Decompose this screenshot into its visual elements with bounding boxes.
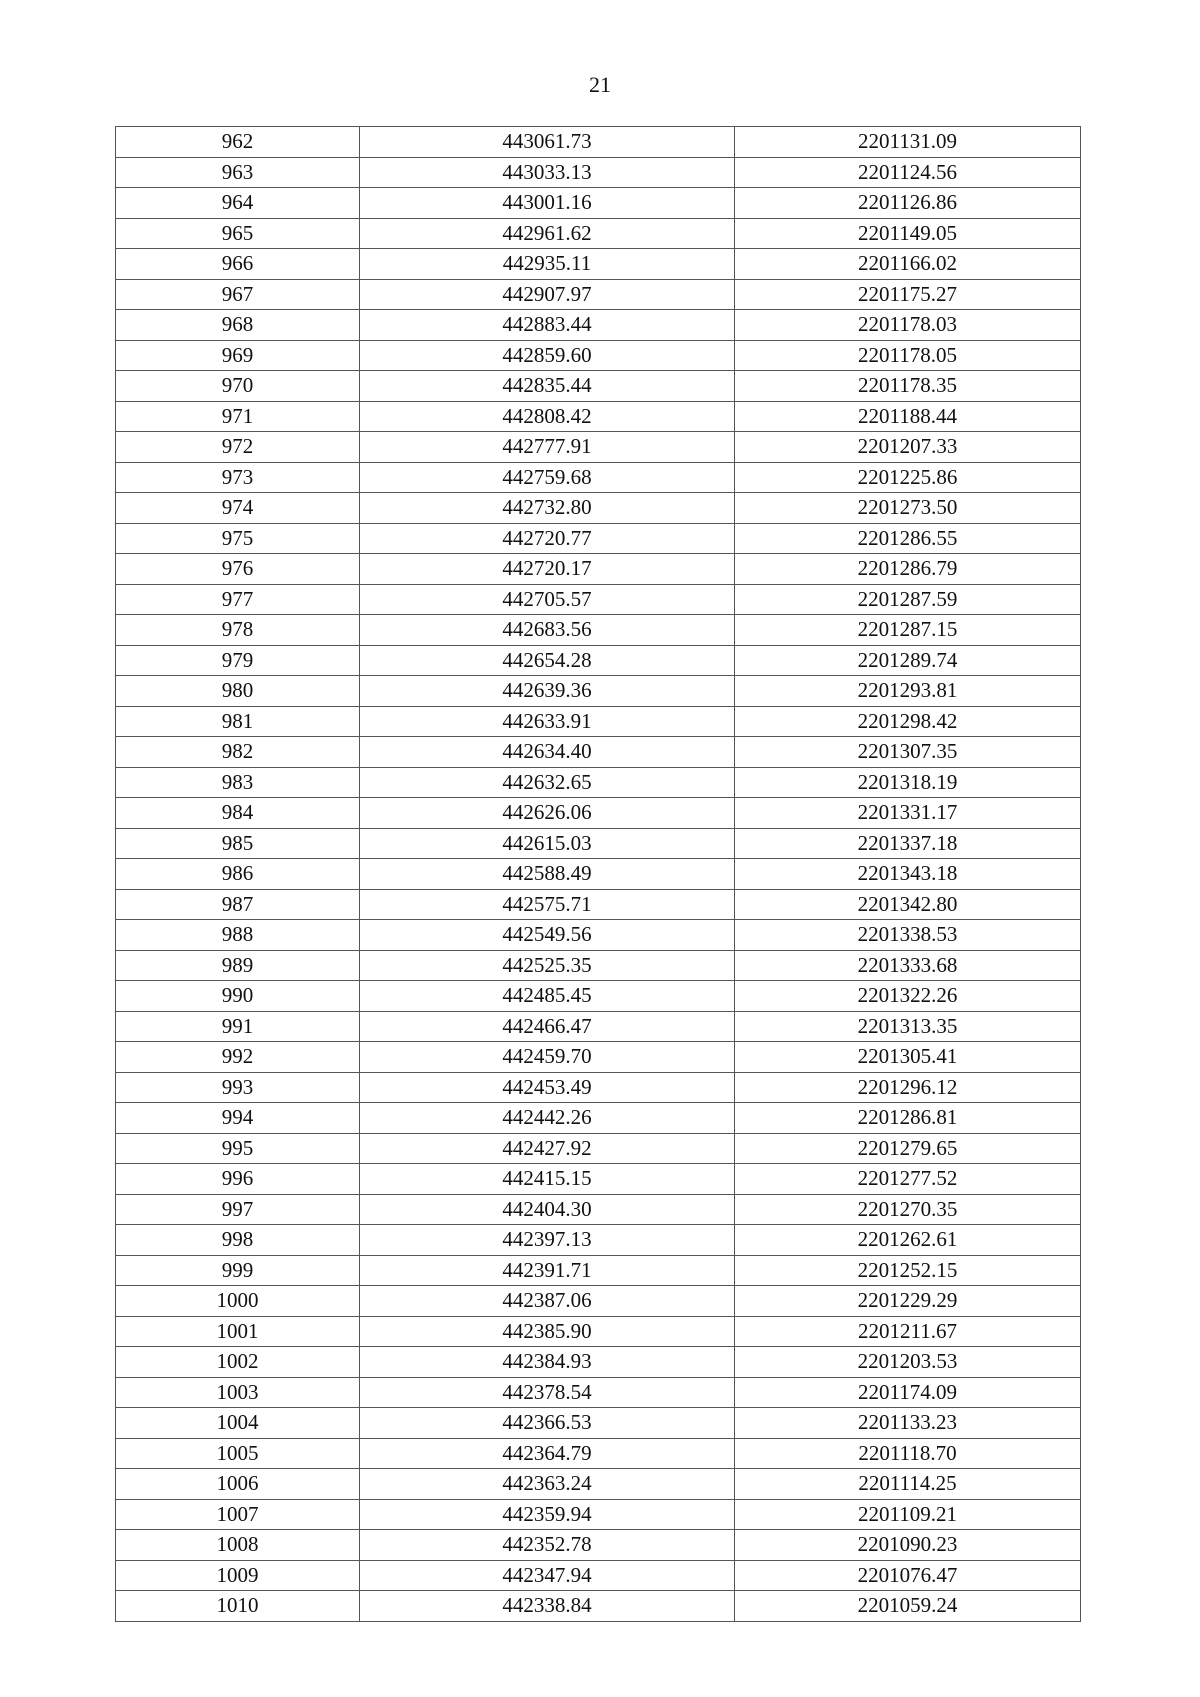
y-coordinate-cell: 2201114.25 <box>735 1469 1081 1500</box>
y-coordinate-cell: 2201286.81 <box>735 1103 1081 1134</box>
x-coordinate-cell: 442859.60 <box>360 340 735 371</box>
table-row <box>116 889 1081 920</box>
x-coordinate-cell: 442391.71 <box>360 1255 735 1286</box>
point-number-cell: 1006 <box>116 1469 360 1500</box>
y-coordinate-cell: 2201342.80 <box>735 889 1081 920</box>
point-number-cell: 992 <box>116 1042 360 1073</box>
point-number-cell: 989 <box>116 950 360 981</box>
x-coordinate-cell: 442466.47 <box>360 1011 735 1042</box>
y-coordinate-cell: 2201166.02 <box>735 249 1081 280</box>
point-number-cell: 978 <box>116 615 360 646</box>
point-number-cell: 1001 <box>116 1316 360 1347</box>
table-row <box>116 401 1081 432</box>
x-coordinate-cell: 442759.68 <box>360 462 735 493</box>
table-row <box>116 1560 1081 1591</box>
table-row <box>116 584 1081 615</box>
table-row <box>116 1530 1081 1561</box>
table-row <box>116 188 1081 219</box>
point-number-cell: 1003 <box>116 1377 360 1408</box>
point-number-cell: 995 <box>116 1133 360 1164</box>
table-row <box>116 645 1081 676</box>
y-coordinate-cell: 2201124.56 <box>735 157 1081 188</box>
y-coordinate-cell: 2201118.70 <box>735 1438 1081 1469</box>
y-coordinate-cell: 2201333.68 <box>735 950 1081 981</box>
y-coordinate-cell: 2201298.42 <box>735 706 1081 737</box>
y-coordinate-cell: 2201109.21 <box>735 1499 1081 1530</box>
point-number-cell: 988 <box>116 920 360 951</box>
x-coordinate-cell: 443033.13 <box>360 157 735 188</box>
point-number-cell: 962 <box>116 127 360 158</box>
point-number-cell: 982 <box>116 737 360 768</box>
table-row <box>116 554 1081 585</box>
y-coordinate-cell: 2201188.44 <box>735 401 1081 432</box>
point-number-cell: 984 <box>116 798 360 829</box>
x-coordinate-cell: 442705.57 <box>360 584 735 615</box>
y-coordinate-cell: 2201229.29 <box>735 1286 1081 1317</box>
y-coordinate-cell: 2201286.79 <box>735 554 1081 585</box>
table-row <box>116 310 1081 341</box>
x-coordinate-cell: 442347.94 <box>360 1560 735 1591</box>
x-coordinate-cell: 442588.49 <box>360 859 735 890</box>
point-number-cell: 998 <box>116 1225 360 1256</box>
x-coordinate-cell: 442720.17 <box>360 554 735 585</box>
y-coordinate-cell: 2201296.12 <box>735 1072 1081 1103</box>
y-coordinate-cell: 2201273.50 <box>735 493 1081 524</box>
y-coordinate-cell: 2201211.67 <box>735 1316 1081 1347</box>
table-row <box>116 676 1081 707</box>
x-coordinate-cell: 442364.79 <box>360 1438 735 1469</box>
table-row <box>116 523 1081 554</box>
table-row <box>116 1255 1081 1286</box>
x-coordinate-cell: 442427.92 <box>360 1133 735 1164</box>
x-coordinate-cell: 443061.73 <box>360 127 735 158</box>
y-coordinate-cell: 2201286.55 <box>735 523 1081 554</box>
y-coordinate-cell: 2201343.18 <box>735 859 1081 890</box>
point-number-cell: 994 <box>116 1103 360 1134</box>
y-coordinate-cell: 2201289.74 <box>735 645 1081 676</box>
coordinates-table-body <box>116 127 1081 1622</box>
table-row <box>116 1438 1081 1469</box>
table-row <box>116 157 1081 188</box>
point-number-cell: 985 <box>116 828 360 859</box>
table-row <box>116 1133 1081 1164</box>
x-coordinate-cell: 442935.11 <box>360 249 735 280</box>
x-coordinate-cell: 442366.53 <box>360 1408 735 1439</box>
x-coordinate-cell: 442907.97 <box>360 279 735 310</box>
y-coordinate-cell: 2201175.27 <box>735 279 1081 310</box>
table-row <box>116 1469 1081 1500</box>
y-coordinate-cell: 2201090.23 <box>735 1530 1081 1561</box>
x-coordinate-cell: 442378.54 <box>360 1377 735 1408</box>
point-number-cell: 967 <box>116 279 360 310</box>
point-number-cell: 968 <box>116 310 360 341</box>
y-coordinate-cell: 2201331.17 <box>735 798 1081 829</box>
point-number-cell: 1007 <box>116 1499 360 1530</box>
y-coordinate-cell: 2201322.26 <box>735 981 1081 1012</box>
point-number-cell: 963 <box>116 157 360 188</box>
x-coordinate-cell: 442732.80 <box>360 493 735 524</box>
x-coordinate-cell: 442442.26 <box>360 1103 735 1134</box>
table-row <box>116 981 1081 1012</box>
table-row <box>116 615 1081 646</box>
point-number-cell: 993 <box>116 1072 360 1103</box>
table-row <box>116 859 1081 890</box>
point-number-cell: 969 <box>116 340 360 371</box>
table-row <box>116 1316 1081 1347</box>
x-coordinate-cell: 442397.13 <box>360 1225 735 1256</box>
y-coordinate-cell: 2201337.18 <box>735 828 1081 859</box>
y-coordinate-cell: 2201305.41 <box>735 1042 1081 1073</box>
table-row <box>116 1042 1081 1073</box>
point-number-cell: 1009 <box>116 1560 360 1591</box>
table-row <box>116 1164 1081 1195</box>
point-number-cell: 999 <box>116 1255 360 1286</box>
table-row <box>116 371 1081 402</box>
point-number-cell: 981 <box>116 706 360 737</box>
table-row <box>116 706 1081 737</box>
x-coordinate-cell: 442415.15 <box>360 1164 735 1195</box>
x-coordinate-cell: 442352.78 <box>360 1530 735 1561</box>
y-coordinate-cell: 2201225.86 <box>735 462 1081 493</box>
x-coordinate-cell: 442883.44 <box>360 310 735 341</box>
x-coordinate-cell: 442387.06 <box>360 1286 735 1317</box>
y-coordinate-cell: 2201076.47 <box>735 1560 1081 1591</box>
point-number-cell: 996 <box>116 1164 360 1195</box>
x-coordinate-cell: 442404.30 <box>360 1194 735 1225</box>
x-coordinate-cell: 442634.40 <box>360 737 735 768</box>
y-coordinate-cell: 2201126.86 <box>735 188 1081 219</box>
point-number-cell: 1004 <box>116 1408 360 1439</box>
y-coordinate-cell: 2201252.15 <box>735 1255 1081 1286</box>
y-coordinate-cell: 2201287.15 <box>735 615 1081 646</box>
y-coordinate-cell: 2201131.09 <box>735 127 1081 158</box>
y-coordinate-cell: 2201207.33 <box>735 432 1081 463</box>
y-coordinate-cell: 2201307.35 <box>735 737 1081 768</box>
y-coordinate-cell: 2201133.23 <box>735 1408 1081 1439</box>
y-coordinate-cell: 2201318.19 <box>735 767 1081 798</box>
table-row <box>116 279 1081 310</box>
y-coordinate-cell: 2201178.35 <box>735 371 1081 402</box>
point-number-cell: 990 <box>116 981 360 1012</box>
x-coordinate-cell: 443001.16 <box>360 188 735 219</box>
x-coordinate-cell: 442632.65 <box>360 767 735 798</box>
point-number-cell: 966 <box>116 249 360 280</box>
x-coordinate-cell: 442525.35 <box>360 950 735 981</box>
y-coordinate-cell: 2201262.61 <box>735 1225 1081 1256</box>
point-number-cell: 1000 <box>116 1286 360 1317</box>
y-coordinate-cell: 2201338.53 <box>735 920 1081 951</box>
y-coordinate-cell: 2201313.35 <box>735 1011 1081 1042</box>
table-row <box>116 1591 1081 1622</box>
table-row <box>116 1347 1081 1378</box>
point-number-cell: 977 <box>116 584 360 615</box>
y-coordinate-cell: 2201178.05 <box>735 340 1081 371</box>
table-row <box>116 1377 1081 1408</box>
y-coordinate-cell: 2201174.09 <box>735 1377 1081 1408</box>
table-row <box>116 249 1081 280</box>
page-number: 21 <box>589 72 611 97</box>
point-number-cell: 972 <box>116 432 360 463</box>
x-coordinate-cell: 442777.91 <box>360 432 735 463</box>
y-coordinate-cell: 2201059.24 <box>735 1591 1081 1622</box>
point-number-cell: 1008 <box>116 1530 360 1561</box>
y-coordinate-cell: 2201279.65 <box>735 1133 1081 1164</box>
point-number-cell: 973 <box>116 462 360 493</box>
table-row <box>116 432 1081 463</box>
x-coordinate-cell: 442835.44 <box>360 371 735 402</box>
point-number-cell: 986 <box>116 859 360 890</box>
point-number-cell: 976 <box>116 554 360 585</box>
point-number-cell: 964 <box>116 188 360 219</box>
table-row <box>116 493 1081 524</box>
x-coordinate-cell: 442615.03 <box>360 828 735 859</box>
table-row <box>116 218 1081 249</box>
table-row <box>116 950 1081 981</box>
table-row <box>116 1286 1081 1317</box>
point-number-cell: 979 <box>116 645 360 676</box>
x-coordinate-cell: 442384.93 <box>360 1347 735 1378</box>
table-row <box>116 828 1081 859</box>
table-row <box>116 767 1081 798</box>
point-number-cell: 1002 <box>116 1347 360 1378</box>
x-coordinate-cell: 442549.56 <box>360 920 735 951</box>
table-row <box>116 1103 1081 1134</box>
point-number-cell: 965 <box>116 218 360 249</box>
table-row <box>116 462 1081 493</box>
x-coordinate-cell: 442633.91 <box>360 706 735 737</box>
point-number-cell: 997 <box>116 1194 360 1225</box>
x-coordinate-cell: 442459.70 <box>360 1042 735 1073</box>
x-coordinate-cell: 442338.84 <box>360 1591 735 1622</box>
y-coordinate-cell: 2201178.03 <box>735 310 1081 341</box>
point-number-cell: 970 <box>116 371 360 402</box>
x-coordinate-cell: 442720.77 <box>360 523 735 554</box>
table-row <box>116 1011 1081 1042</box>
point-number-cell: 983 <box>116 767 360 798</box>
x-coordinate-cell: 442359.94 <box>360 1499 735 1530</box>
x-coordinate-cell: 442626.06 <box>360 798 735 829</box>
x-coordinate-cell: 442575.71 <box>360 889 735 920</box>
table-row <box>116 1072 1081 1103</box>
table-row <box>116 1408 1081 1439</box>
y-coordinate-cell: 2201293.81 <box>735 676 1081 707</box>
x-coordinate-cell: 442961.62 <box>360 218 735 249</box>
y-coordinate-cell: 2201270.35 <box>735 1194 1081 1225</box>
x-coordinate-cell: 442485.45 <box>360 981 735 1012</box>
table-row <box>116 798 1081 829</box>
x-coordinate-cell: 442654.28 <box>360 645 735 676</box>
y-coordinate-cell: 2201277.52 <box>735 1164 1081 1195</box>
y-coordinate-cell: 2201149.05 <box>735 218 1081 249</box>
x-coordinate-cell: 442453.49 <box>360 1072 735 1103</box>
y-coordinate-cell: 2201287.59 <box>735 584 1081 615</box>
point-number-cell: 991 <box>116 1011 360 1042</box>
table-row <box>116 920 1081 951</box>
x-coordinate-cell: 442363.24 <box>360 1469 735 1500</box>
point-number-cell: 987 <box>116 889 360 920</box>
point-number-cell: 975 <box>116 523 360 554</box>
point-number-cell: 974 <box>116 493 360 524</box>
point-number-cell: 980 <box>116 676 360 707</box>
table-row <box>116 737 1081 768</box>
point-number-cell: 1010 <box>116 1591 360 1622</box>
table-row <box>116 1225 1081 1256</box>
point-number-cell: 1005 <box>116 1438 360 1469</box>
table-row <box>116 1194 1081 1225</box>
table-row <box>116 127 1081 158</box>
point-number-cell: 971 <box>116 401 360 432</box>
table-row <box>116 1499 1081 1530</box>
x-coordinate-cell: 442808.42 <box>360 401 735 432</box>
table-row <box>116 340 1081 371</box>
coordinates-table <box>115 126 1081 1622</box>
x-coordinate-cell: 442385.90 <box>360 1316 735 1347</box>
x-coordinate-cell: 442639.36 <box>360 676 735 707</box>
y-coordinate-cell: 2201203.53 <box>735 1347 1081 1378</box>
x-coordinate-cell: 442683.56 <box>360 615 735 646</box>
